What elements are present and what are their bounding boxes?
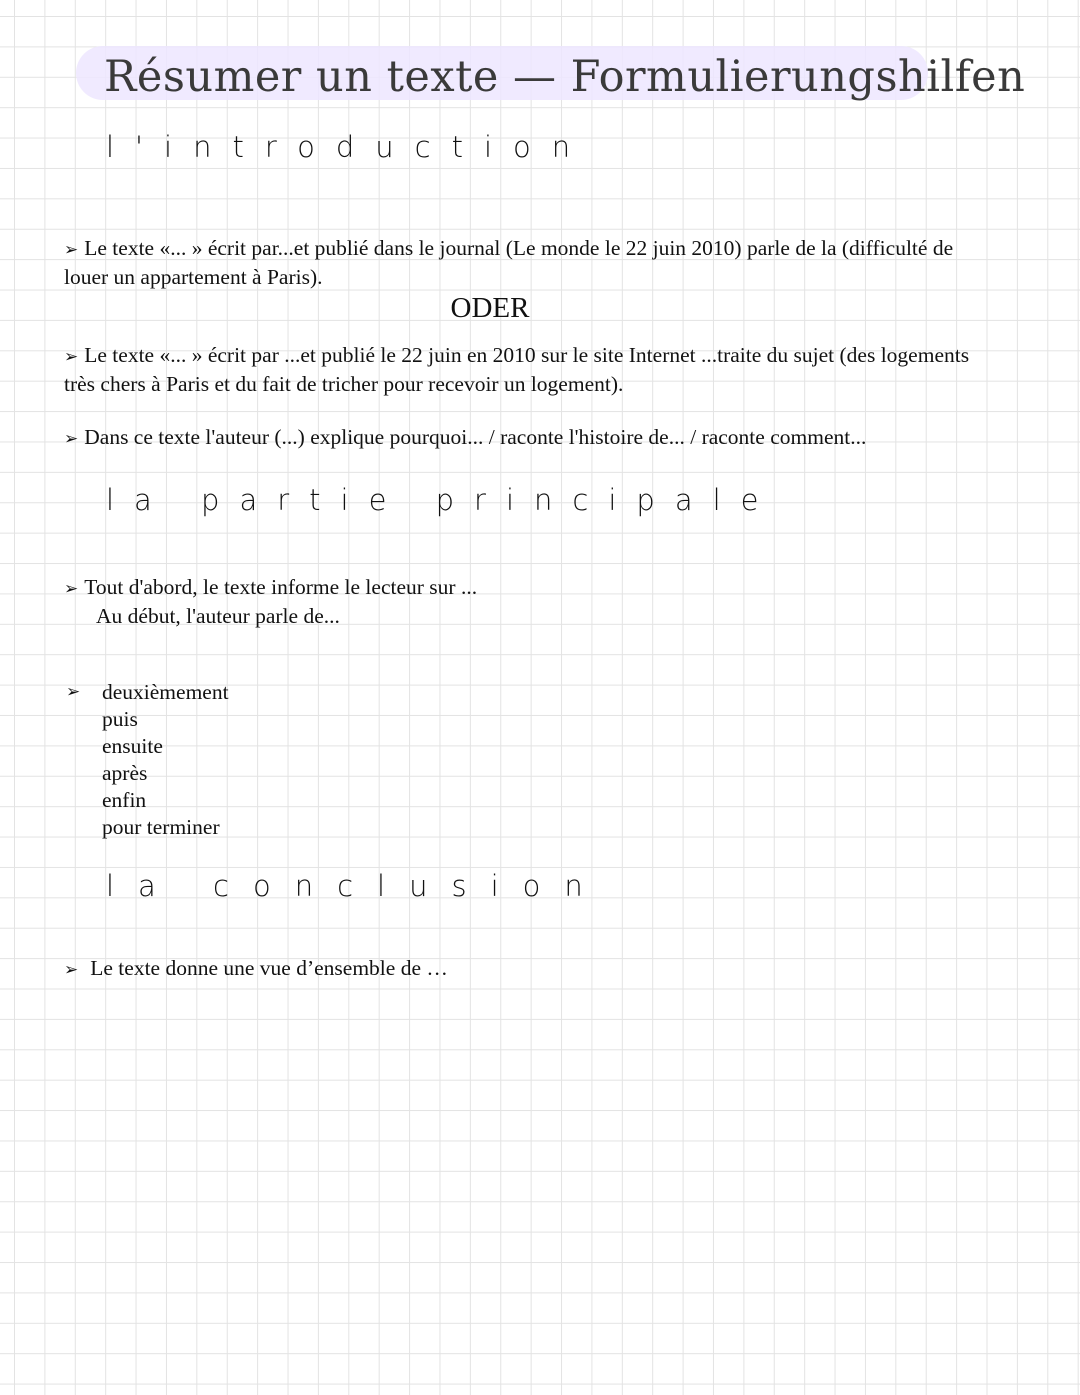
list-item: deuxièmement xyxy=(102,680,229,704)
arrow-bullet-icon: ➢ xyxy=(64,240,79,260)
intro-text-3: Dans ce texte l'auteur (...) explique pourquoi... / raconte l'histoire de... / raconte comment... xyxy=(84,425,867,449)
main-text-1: Tout d'abord, le texte informe le lecteur sur ... xyxy=(84,575,478,599)
arrow-bullet-icon: ➢ xyxy=(64,960,79,980)
heading-introduction: l'introduction xyxy=(106,130,592,164)
conclusion-paragraph-1 xyxy=(64,955,974,984)
arrow-bullet-icon: ➢ xyxy=(64,347,79,367)
list-item: ensuite xyxy=(102,734,163,758)
intro-paragraph-3 xyxy=(64,424,974,453)
main-text-2: Au début, l'auteur parle de... xyxy=(96,604,340,628)
main-paragraph-1 xyxy=(64,574,974,630)
oder-label: ODER xyxy=(450,292,530,324)
connector-list xyxy=(66,679,229,841)
heading-conclusion: la conclusion xyxy=(106,869,607,903)
list-item: puis xyxy=(102,707,138,731)
list-item: après xyxy=(102,761,148,785)
arrow-bullet-icon: ➢ xyxy=(64,429,79,449)
intro-paragraph-2 xyxy=(64,342,974,398)
arrow-bullet-icon: ➢ xyxy=(66,682,81,702)
list-item: enfin xyxy=(102,788,147,812)
intro-text-1: Le texte «... » écrit par...et publié dans le journal (Le monde le 22 juin 2010) parle de la (difficulté de louer un appartement à Paris). xyxy=(64,236,954,289)
heading-main-part: la partie principale xyxy=(106,483,779,517)
list-item: pour terminer xyxy=(102,815,220,839)
conclusion-text-1: Le texte donne une vue d’ensemble de … xyxy=(90,956,448,980)
page-title: Résumer un texte — Formulierungshilfen xyxy=(104,52,1026,102)
intro-paragraph-1 xyxy=(64,235,974,291)
arrow-bullet-icon: ➢ xyxy=(64,579,79,599)
intro-text-2: Le texte «... » écrit par ...et publié le 22 juin en 2010 sur le site Internet ...traite du sujet (des logements très chers à Paris et du fait de tricher pour recevoir un logement). xyxy=(64,343,970,396)
